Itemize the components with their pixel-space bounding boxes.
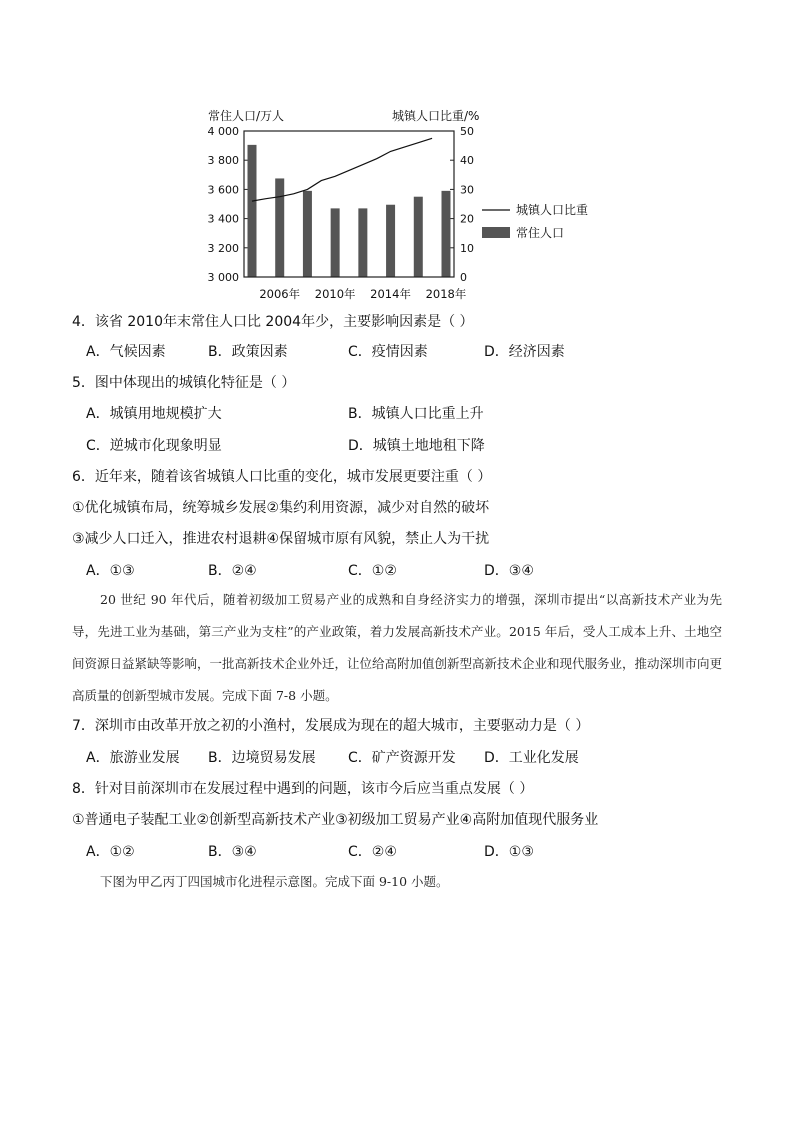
y-left-tick-label: 4 000	[207, 125, 239, 138]
legend-label-urban-ratio: 城镇人口比重	[516, 203, 589, 217]
x-tick-label: 2018年	[425, 287, 467, 301]
question-8-stem: 8．针对目前深圳市在发展过程中遇到的问题，该市今后应当重点发展（ ）	[72, 781, 534, 797]
option-b: B．②④	[208, 563, 257, 579]
passage-text: 20 世纪 90 年代后，随着初级加工贸易产业的成熟和自身经济实力的增强，深圳市提出“以高新技术产业为先导，先进工业为基础，第三产业为支柱”的产业政策，着力发展高新技术产业。2015 年后，受人工成本上升、土地空间资源日益紧缺等影响，一批高新技术企业外迁，让位给高附加值创新型高新技术企业和现代服务业，推动深圳市向更高质量的创新型城市发展。完成下面 7-8 小题。	[72, 592, 723, 703]
reading-passage-7-8	[72, 584, 722, 712]
y-right-tick-label: 30	[460, 183, 474, 197]
legend-bar-swatch	[482, 227, 510, 238]
option-c: C．疫情因素	[348, 344, 428, 360]
y-right-axis-label: 城镇人口比重/%	[392, 109, 480, 123]
y-right-tick-label: 50	[460, 125, 474, 138]
question-5-stem: 5．图中体现出的城镇化特征是（ ）	[72, 375, 296, 391]
y-left-tick-label: 3 200	[207, 241, 239, 255]
y-right-tick-label: 10	[460, 241, 474, 255]
population-bar	[248, 145, 257, 277]
x-tick-label: 2010年	[314, 287, 356, 301]
population-bar	[303, 191, 312, 277]
population-bar	[331, 208, 340, 277]
option-c: C．②④	[348, 844, 397, 860]
population-bars	[248, 145, 451, 277]
question-7-stem: 7．深圳市由改革开放之初的小渔村，发展成为现在的超大城市，主要驱动力是（ ）	[72, 718, 590, 734]
question-6-stem: 6．近年来，随着该省城镇人口比重的变化，城市发展更要注重（ ）	[72, 469, 492, 485]
option-c: C．逆城市化现象明显	[86, 438, 222, 454]
option-d: D．城镇土地地租下降	[348, 438, 485, 454]
option-d: D．工业化发展	[484, 750, 579, 766]
population-urbanization-chart	[196, 100, 616, 310]
option-a: A．城镇用地规模扩大	[86, 406, 222, 422]
x-tick-label: 2014年	[370, 287, 411, 301]
question-8-items: ①普通电子装配工业②创新型高新技术产业③初级加工贸易产业④高附加值现代服务业	[72, 812, 599, 828]
option-b: B．城镇人口比重上升	[348, 406, 484, 422]
option-b: B．边境贸易发展	[208, 750, 316, 766]
y-left-tick-label: 3 600	[207, 183, 239, 197]
option-b: B．政策因素	[208, 344, 288, 360]
reading-passage-9-10	[72, 866, 722, 898]
y-right-tick-label: 40	[460, 154, 474, 168]
option-b: B．③④	[208, 844, 257, 860]
y-left-axis-label: 常住人口/万人	[208, 109, 285, 123]
y-right-tick-label: 20	[460, 212, 474, 226]
y-left-tick-labels	[208, 125, 249, 284]
question-6-items-1: ①优化城镇布局，统筹城乡发展②集约利用资源，减少对自然的破坏	[72, 500, 490, 516]
option-a: A．①②	[86, 844, 135, 860]
y-left-tick-label: 3 800	[207, 154, 239, 168]
option-c: C．矿产资源开发	[348, 750, 456, 766]
option-a: A．旅游业发展	[86, 750, 180, 766]
chart-legend	[482, 202, 588, 240]
question-6-items-2: ③减少人口迁入，推进农村退耕④保留城市原有风貌，禁止人为干扰	[72, 531, 490, 547]
option-d: D．经济因素	[484, 344, 565, 360]
population-bar	[275, 178, 284, 277]
option-d: D．③④	[484, 563, 534, 579]
population-bar	[442, 191, 451, 277]
x-tick-labels	[259, 287, 467, 301]
y-left-tick-label: 3 000	[207, 271, 239, 284]
population-bar	[414, 197, 423, 277]
y-left-tick-label: 3 400	[207, 212, 239, 226]
option-c: C．①②	[348, 563, 397, 579]
x-tick-label: 2006年	[259, 287, 301, 301]
population-bar	[358, 208, 367, 277]
population-bar	[386, 205, 395, 277]
question-4-stem: 4．该省 2010年末常住人口比 2004年少，主要影响因素是（ ）	[72, 314, 474, 330]
option-a: A．①③	[86, 563, 135, 579]
legend-label-population: 常住人口	[516, 226, 565, 240]
option-a: A．气候因素	[86, 344, 166, 360]
option-d: D．①③	[484, 844, 534, 860]
y-right-tick-label: 0	[460, 271, 467, 284]
passage-text: 下图为甲乙丙丁四国城市化进程示意图。完成下面 9-10 小题。	[100, 874, 449, 889]
